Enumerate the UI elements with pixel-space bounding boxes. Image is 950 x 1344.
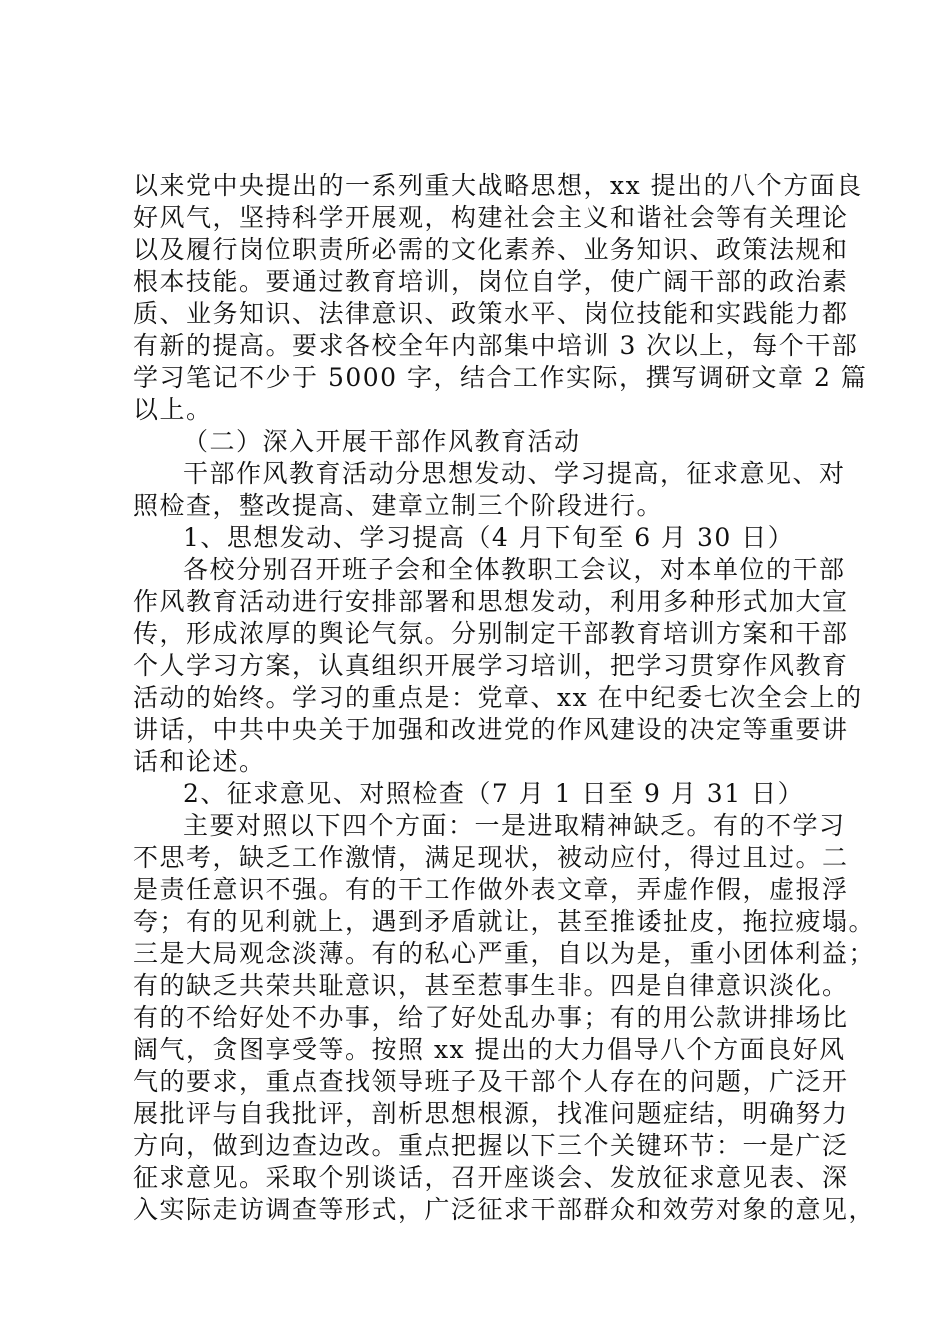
text-line: 传，形成浓厚的舆论气氛。分别制定干部教育培训方案和干部 (133, 619, 849, 648)
text-line: 以及履行岗位职责所必需的文化素养、业务知识、政策法规和 (133, 235, 849, 264)
text-line: 个人学习方案，认真组织开展学习培训，把学习贯穿作风教育 (133, 651, 849, 680)
text-line: 入实际走访调查等形式，广泛征求干部群众和效劳对象的意见， (133, 1195, 876, 1224)
text-line: 夸；有的见利就上，遇到矛盾就让，甚至推诿扯皮，拖拉疲塌。 (133, 907, 876, 936)
text-line: 学习笔记不少于 5000 字，结合工作实际，撰写调研文章 2 篇 (133, 363, 868, 392)
text-line: 方向，做到边查边改。重点把握以下三个关键环节：一是广泛 (133, 1131, 849, 1160)
subsection-heading: 2、征求意见、对照检查（7 月 1 日至 9 月 31 日） (183, 779, 805, 808)
text-line: 干部作风教育活动分思想发动、学习提高，征求意见、对 (183, 459, 846, 488)
text-line: 征求意见。采取个别谈话，召开座谈会、发放征求意见表、深 (133, 1163, 849, 1192)
text-line: 展批评与自我批评，剖析思想根源，找准问题症结，明确努力 (133, 1099, 849, 1128)
text-line: 有的不给好处不办事，给了好处乱办事；有的用公款讲排场比 (133, 1003, 849, 1032)
text-line: 作风教育活动进行安排部署和思想发动，利用多种形式加大宣 (133, 587, 849, 616)
text-line: 活动的始终。学习的重点是：党章、xx 在中纪委七次全会上的 (133, 683, 863, 712)
text-line: 是责任意识不强。有的干工作做外表文章，弄虚作假，虚报浮 (133, 875, 849, 904)
document-body (133, 170, 876, 1226)
subsection-heading: 1、思想发动、学习提高（4 月下旬至 6 月 30 日） (183, 523, 795, 552)
text-line: 以来党中央提出的一系列重大战略思想，xx 提出的八个方面良 (133, 171, 863, 200)
text-line: 阔气，贪图享受等。按照 xx 提出的大力倡导八个方面良好风 (133, 1035, 846, 1064)
text-line: 有的缺乏共荣共耻意识，甚至惹事生非。四是自律意识淡化。 (133, 971, 849, 1000)
text-line: 讲话，中共中央关于加强和改进党的作风建设的决定等重要讲 (133, 715, 849, 744)
text-line: 以上。 (133, 395, 213, 424)
text-line: 气的要求，重点查找领导班子及干部个人存在的问题，广泛开 (133, 1067, 849, 1096)
text-line: 照检查，整改提高、建章立制三个阶段进行。 (133, 491, 664, 520)
text-line: 根本技能。要通过教育培训，岗位自学，使广阔干部的政治素 (133, 267, 849, 296)
section-heading: （二）深入开展干部作风教育活动 (183, 427, 581, 456)
text-line: 质、业务知识、法律意识、政策水平、岗位技能和实践能力都 (133, 299, 849, 328)
text-line: 三是大局观念淡薄。有的私心严重，自以为是，重小团体利益； (133, 939, 876, 968)
text-line: 话和论述。 (133, 747, 266, 776)
text-line: 有新的提高。要求各校全年内部集中培训 3 次以上，每个干部 (133, 331, 859, 360)
text-line: 好风气，坚持科学开展观，构建社会主义和谐社会等有关理论 (133, 203, 849, 232)
text-line: 不思考，缺乏工作激情，满足现状，被动应付，得过且过。二 (133, 843, 849, 872)
text-line: 主要对照以下四个方面：一是进取精神缺乏。有的不学习 (183, 811, 846, 840)
text-line: 各校分别召开班子会和全体教职工会议，对本单位的干部 (183, 555, 846, 584)
